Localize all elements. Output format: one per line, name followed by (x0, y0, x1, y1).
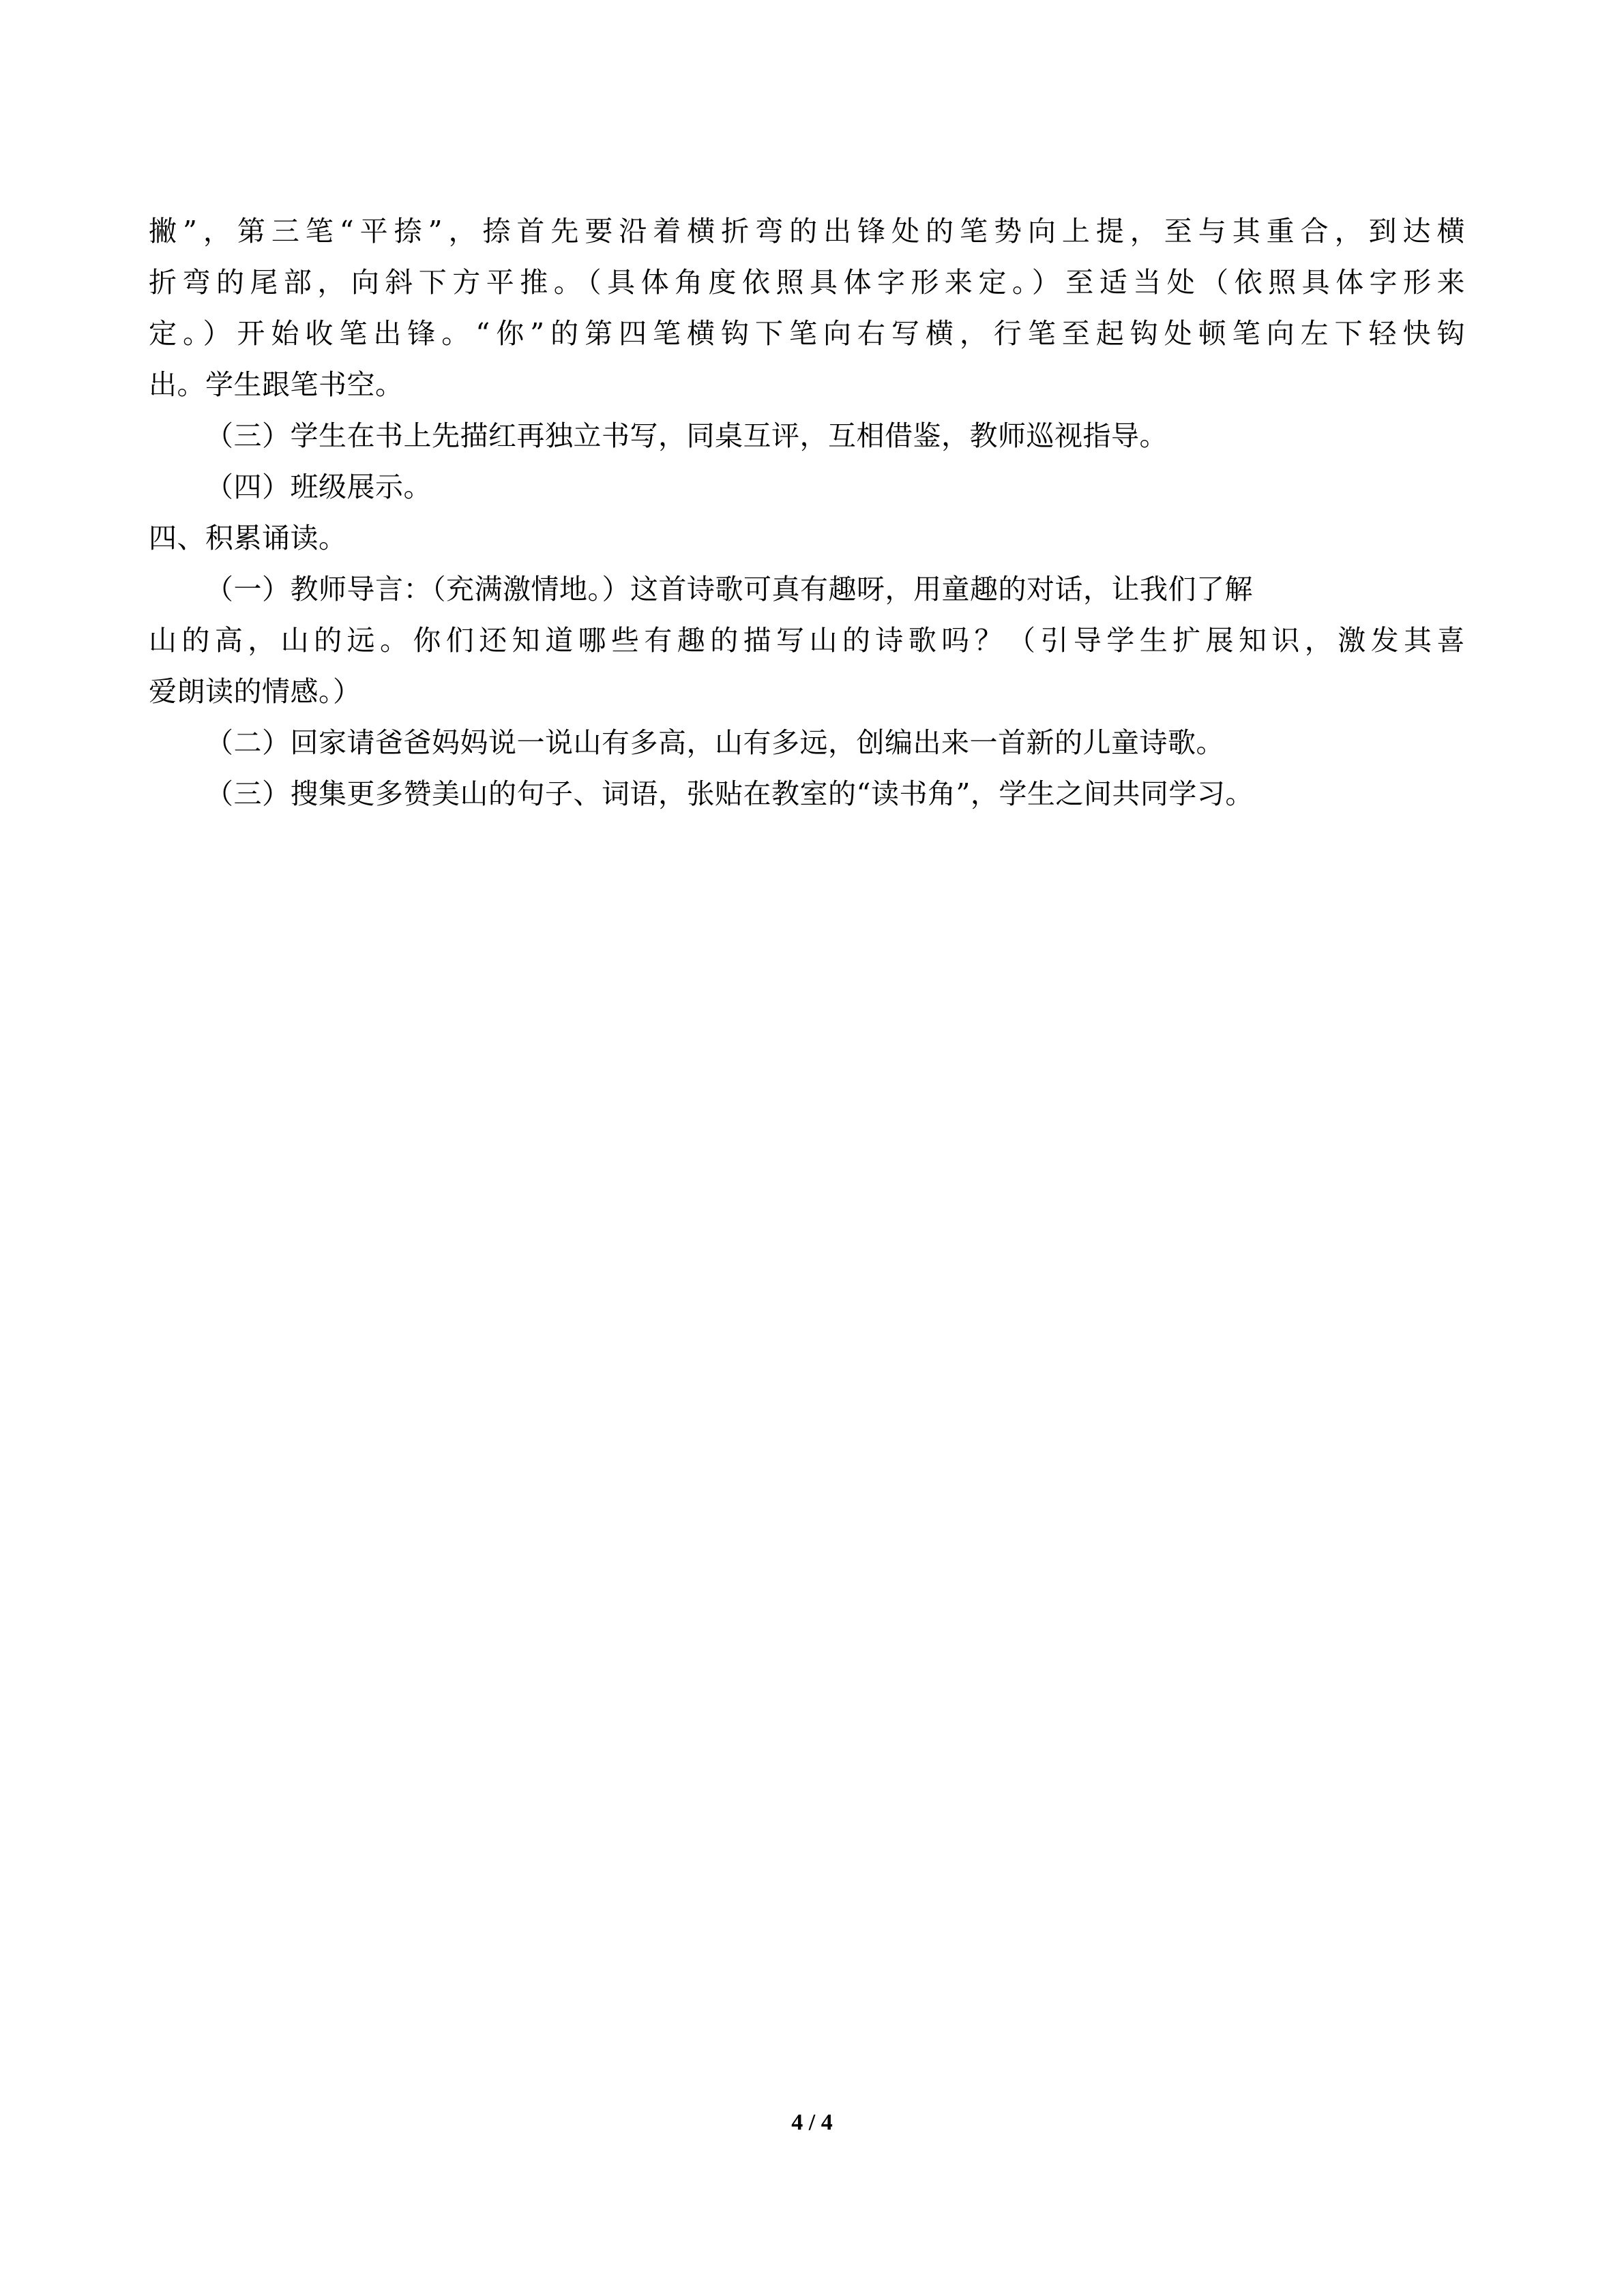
text-line: （四）班级展示。 (205, 471, 432, 503)
text-line: 山的高，山的远。你们还知道哪些有趣的描写山的诗歌吗？（引导学生扩展知识，激发其喜 (149, 624, 1465, 657)
text-line: 撇”，第三笔“平捺”，捺首先要沿着横折弯的出锋处的笔势向上提，至与其重合，到达横 (149, 215, 1465, 248)
page-number: 4 / 4 (791, 2110, 833, 2135)
document-body (149, 206, 1465, 820)
text-line: （一）教师导言：（充满激情地。）这首诗歌可真有趣呀，用童趣的对话，让我们了解 (205, 573, 1253, 606)
text-line: （三）搜集更多赞美山的句子、词语，张贴在教室的“读书角”，学生之间共同学习。 (205, 777, 1254, 810)
text-line: 出。学生跟笔书空。 (149, 368, 404, 401)
text-line: （三）学生在书上先描红再独立书写，同桌互评，互相借鉴，教师巡视指导。 (205, 419, 1168, 452)
text-line: 爱朗读的情感。） (149, 675, 361, 708)
text-line: （二）回家请爸爸妈妈说一说山有多高，山有多远，创编出来一首新的儿童诗歌。 (205, 726, 1224, 759)
section-heading: 四、积累诵读。 (149, 522, 347, 554)
text-line: 定。）开始收笔出锋。“你”的第四笔横钩下笔向右写横，行笔至起钩处顿笔向左下轻快钩 (149, 317, 1465, 350)
text-line: 折弯的尾部，向斜下方平推。（具体角度依照具体字形来定。）至适当处（依照具体字形来 (149, 266, 1465, 299)
